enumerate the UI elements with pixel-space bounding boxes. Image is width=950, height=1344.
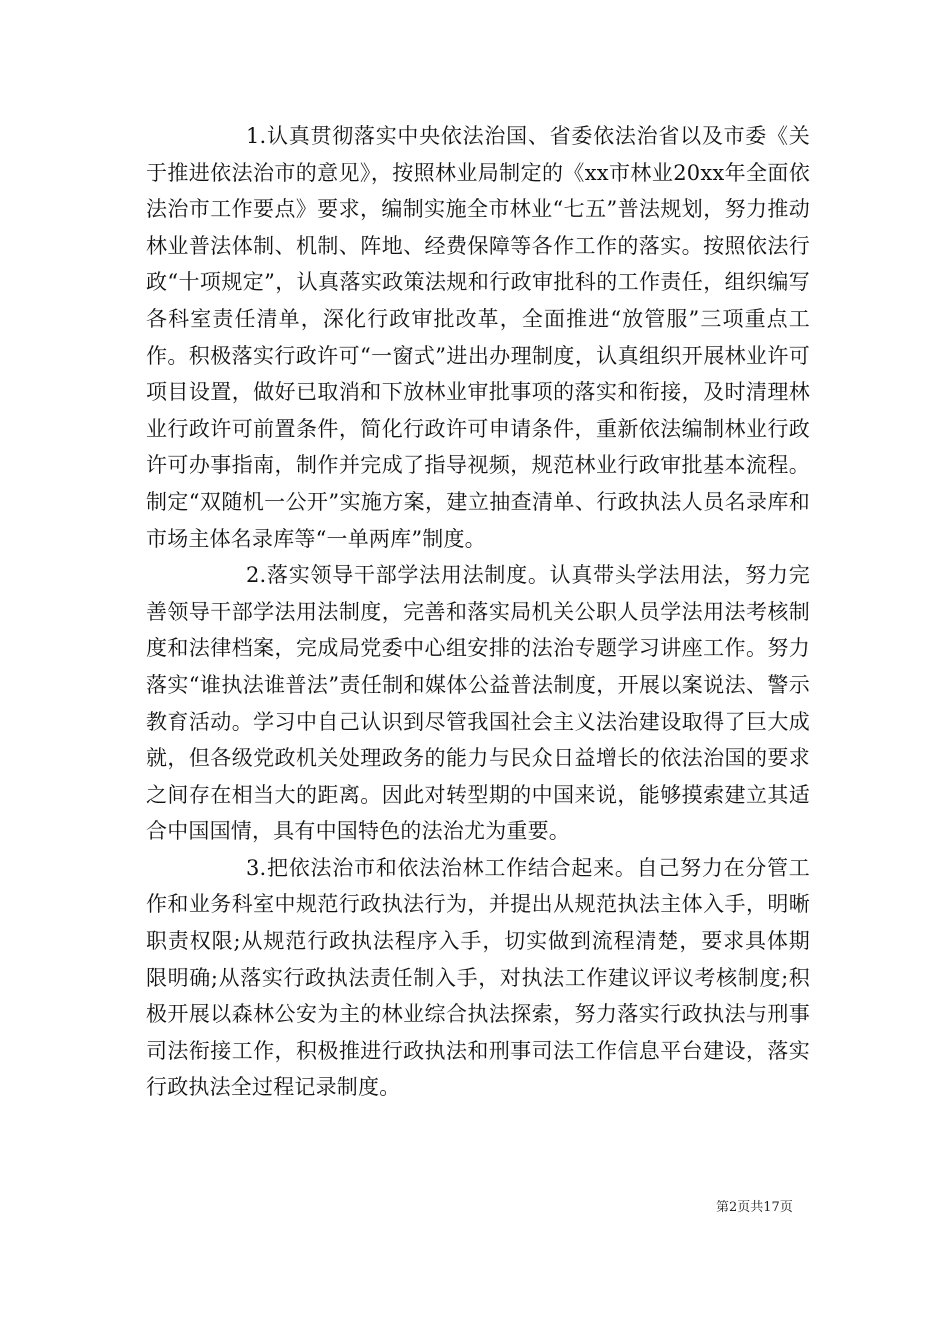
page-number-footer: 第2页共17页 — [716, 1200, 793, 1215]
paragraph-1: 1.认真贯彻落实中央依法治国、省委依法治省以及市委《关于推进依法治市的意见》，按照林业局制定的《xx市林业20xx年全面依法治市工作要点》要求，编制实施全市林业“七五”普法规划，努力推动林业普法体制、机制、阵地、经费保障等各作工作的落实。按照依法行政“十项规定”，认真落实政策法规和行政审批科的工作责任，组织编写各科室责任清单，深化行政审批改革，全面推进“放管服”三项重点工作。积极落实行政许可“一窗式”进出办理制度，认真组织开展林业许可项目设置，做好已取消和下放林业审批事项的落实和衔接，及时清理林业行政许可前置条件，简化行政许可申请条件，重新依法编制林业行政许可办事指南，制作并完成了指导视频，规范林业行政审批基本流程。制定“双随机一公开”实施方案，建立抽查清单、行政执法人员名录库和市场主体名录库等“一单两库”制度。 — [146, 124, 810, 551]
document-body — [146, 118, 810, 1106]
paragraph-3: 3.把依法治市和依法治林工作结合起来。自己努力在分管工作和业务科室中规范行政执法行为，并提出从规范执法主体入手，明晰职责权限;从规范行政执法程序入手，切实做到流程清楚，要求具体期限明确;从落实行政执法责任制入手，对执法工作建议评议考核制度;积极开展以森林公安为主的林业综合执法探索，努力落实行政执法与刑事司法衔接工作，积极推进行政执法和刑事司法工作信息平台建设，落实行政执法全过程记录制度。 — [146, 855, 810, 1100]
paragraph-2: 2.落实领导干部学法用法制度。认真带头学法用法，努力完善领导干部学法用法制度，完善和落实局机关公职人员学法用法考核制度和法律档案，完成局党委中心组安排的法治专题学习讲座工作。努力落实“谁执法谁普法”责任制和媒体公益普法制度，开展以案说法、警示教育活动。学习中自己认识到尽管我国社会主义法治建设取得了巨大成就，但各级党政机关处理政务的能力与民众日益增长的依法治国的要求之间存在相当大的距离。因此对转型期的中国来说，能够摸索建立其适合中国国情，具有中国特色的法治尤为重要。 — [146, 563, 810, 844]
